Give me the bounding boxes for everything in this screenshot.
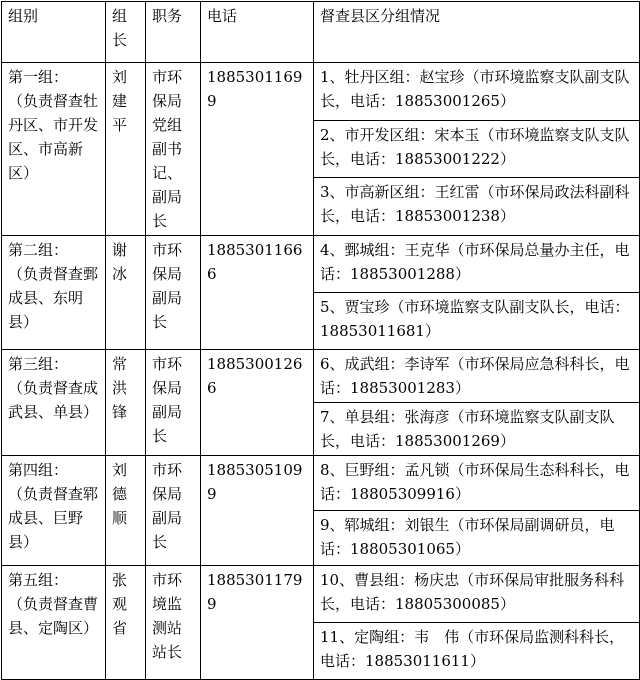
group-name: 第二组： （负责督查鄄成县、东明县） — [2, 236, 106, 350]
group-post: 市环 境监 测站 站长 — [146, 566, 201, 680]
table-row — [2, 236, 640, 293]
group-post: 市环 保局 党组 副书 记、 副局 长 — [146, 63, 201, 236]
table-row — [2, 63, 640, 121]
header-leader: 组 长 — [106, 2, 146, 63]
table-row — [2, 350, 640, 403]
group-leader: 谢 冰 — [106, 236, 146, 350]
table-row — [2, 456, 640, 511]
group-phone: 18853011699 — [201, 63, 314, 236]
table-row — [2, 566, 640, 623]
group-phone: 18853001266 — [201, 350, 314, 456]
group-leader: 刘 德 顺 — [106, 456, 146, 566]
group-name: 第一组： （负责督查牡丹区、市开发区、市高新区） — [2, 63, 106, 236]
sub-group: 2、市开发区组：宋本玉（市环境监察支队支队长，电话：18853001222） — [314, 120, 640, 178]
header-group: 组别 — [2, 2, 106, 63]
group-phone: 18853011799 — [201, 566, 314, 680]
group-post: 市环 保局 副局 长 — [146, 456, 201, 566]
sub-group: 8、巨野组：孟凡锁（市环保局生态科科长，电话：18805309916） — [314, 456, 640, 511]
sub-group: 9、郓城组：刘银生（市环保局副调研员，电话：18805301065） — [314, 511, 640, 566]
group-name: 第五组： （负责督查曹县、定陶区） — [2, 566, 106, 680]
sub-group: 7、单县组：张海彦（市环境监察支队副支队长，电话：18853001269） — [314, 403, 640, 456]
header-phone: 电话 — [201, 2, 314, 63]
sub-group: 11、定陶组：韦 伟（市环保局监测科科长，电话：18853011611） — [314, 623, 640, 680]
sub-group: 1、牡丹区组：赵宝珍（市环境监察支队副支队长，电话：18853001265） — [314, 63, 640, 121]
sub-group: 4、鄄城组：王克华（市环保局总量办主任，电话：18853001288） — [314, 236, 640, 293]
group-post: 市环 保局 副局 长 — [146, 236, 201, 350]
sub-group: 6、成武组：李诗军（市环保局应急科科长，电话：18853001283） — [314, 350, 640, 403]
header-post: 职务 — [146, 2, 201, 63]
group-name: 第三组： （负责督查成武县、单县） — [2, 350, 106, 456]
sub-group: 3、市高新区组：王红雷（市环保局政法科副科长，电话：18853001238） — [314, 178, 640, 236]
sub-group: 10、曹县组：杨庆忠（市环保局审批服务科科长，电话：18805300085） — [314, 566, 640, 623]
group-phone: 18853011666 — [201, 236, 314, 350]
group-leader: 刘 建 平 — [106, 63, 146, 236]
group-name: 第四组： （负责督查郓成县、巨野县） — [2, 456, 106, 566]
inspection-group-table — [1, 1, 640, 680]
header-row — [2, 2, 640, 63]
group-leader: 常 洪 锋 — [106, 350, 146, 456]
sub-group: 5、贾宝珍（市环境监察支队副支队长，电话：18853011681） — [314, 293, 640, 350]
group-post: 市环 保局 副局 长 — [146, 350, 201, 456]
group-leader: 张 观 省 — [106, 566, 146, 680]
header-detail: 督查县区分组情况 — [314, 2, 640, 63]
group-phone: 18853051099 — [201, 456, 314, 566]
